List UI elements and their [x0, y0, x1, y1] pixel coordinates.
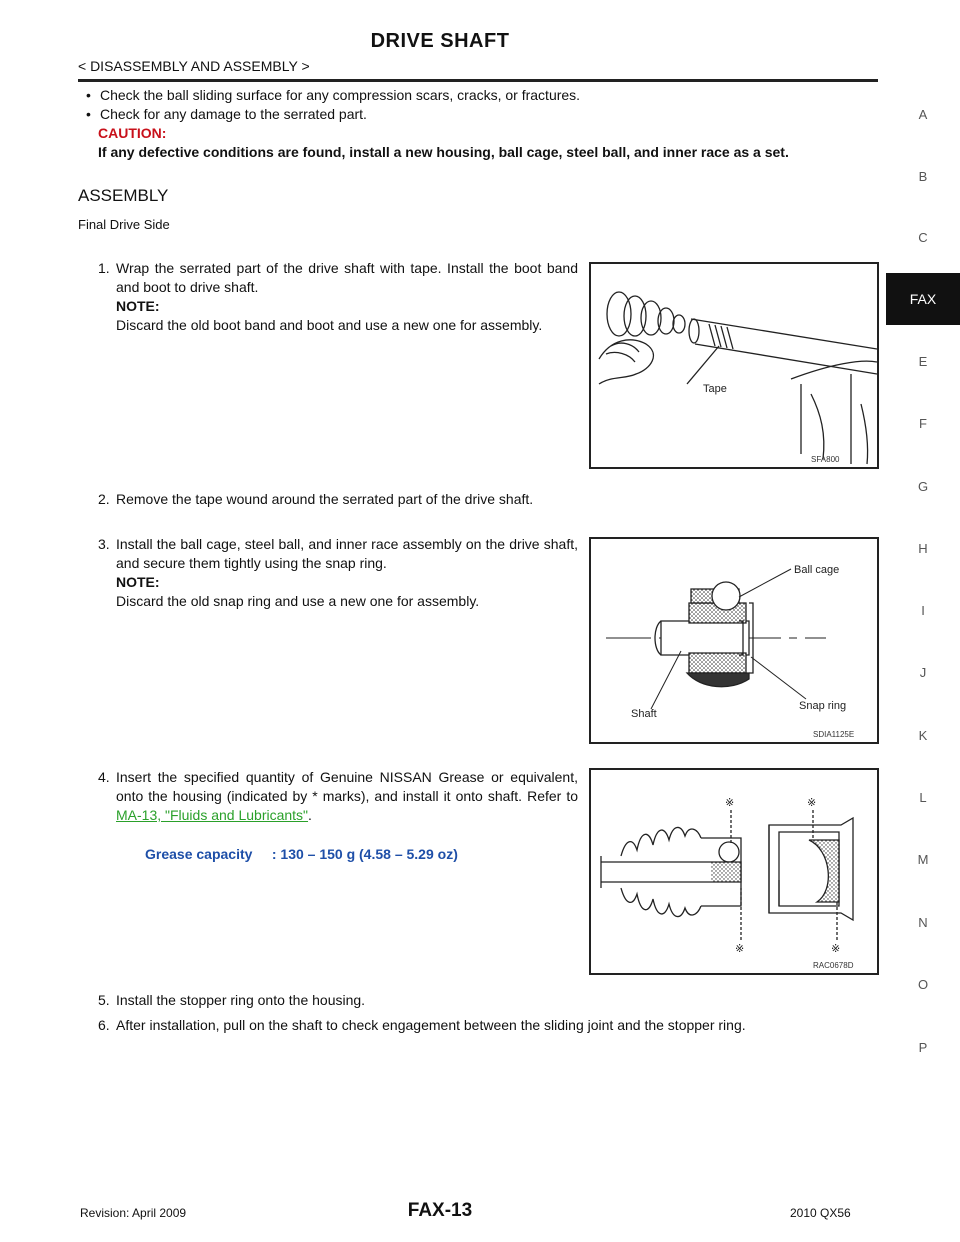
section-tab-h[interactable]: H: [918, 541, 928, 556]
step-1: 1. Wrap the serrated part of the drive shaft with tape. Install the boot band and boot to drive shaft. NOTE: Discard the old boot band and boot and use a new one for assembly.: [98, 260, 578, 333]
grease-mark: ※: [807, 796, 817, 809]
bullet-item: • Check for any damage to the serrated part.: [86, 106, 367, 122]
section-tab-p[interactable]: P: [918, 1040, 928, 1055]
final-drive-side-subheading: Final Drive Side: [78, 217, 170, 232]
inspection-bullets: [86, 86, 881, 162]
header-divider: [78, 79, 878, 82]
grease-capacity-spec: Grease capacity : 130 – 150 g (4.58 – 5.29 oz): [145, 846, 458, 862]
caution-text: If any defective conditions are found, install a new housing, ball cage, steel ball, and inner race as a set.: [98, 144, 789, 160]
grease-mark: ※: [831, 942, 841, 955]
snap-ring-label: Snap ring: [799, 700, 847, 712]
page-title: DRIVE SHAFT: [370, 30, 510, 52]
fluids-lubricants-link[interactable]: MA-13, "Fluids and Lubricants": [116, 807, 309, 823]
step-4: 4. Insert the specified quantity of Genuine NISSAN Grease or equivalent, onto the housing (indicated by * marks), and install it onto shaft. Refer to MA-13, "Fluids and Lubricants".: [98, 769, 578, 823]
page-number: FAX-13: [407, 1200, 473, 1221]
section-tab-k[interactable]: K: [918, 728, 928, 743]
section-tab-b[interactable]: B: [918, 169, 928, 184]
step-6: 6. After installation, pull on the shaft to check engagement between the sliding joint and the stopper ring.: [98, 1017, 746, 1033]
section-tab-a[interactable]: A: [918, 107, 928, 122]
section-tab-c[interactable]: C: [918, 230, 928, 245]
boot-installation-illustration: [591, 264, 877, 467]
revision-date: Revision: April 2009: [80, 1206, 187, 1220]
section-tab-e[interactable]: E: [918, 354, 928, 369]
section-tab-m[interactable]: M: [917, 852, 929, 867]
grease-mark: ※: [735, 942, 745, 955]
section-tab-l[interactable]: L: [919, 790, 927, 805]
ball-cage-label: Ball cage: [794, 564, 840, 576]
figure-code: SFA800: [811, 455, 840, 464]
caution-label: CAUTION:: [98, 125, 167, 141]
bullet-item: • Check the ball sliding surface for any compression scars, cracks, or fractures.: [86, 87, 581, 103]
vehicle-model: 2010 QX56: [790, 1206, 851, 1220]
step-5: 5. Install the stopper ring onto the housing.: [98, 992, 366, 1008]
section-path: < DISASSEMBLY AND ASSEMBLY >: [78, 58, 310, 74]
figure-grease-application: [589, 768, 879, 975]
shaft-label: Shaft: [631, 708, 657, 720]
section-tab-fax-active[interactable]: FAX: [886, 273, 960, 325]
figure-code: RAC0678D: [813, 961, 854, 970]
section-tab-o[interactable]: O: [917, 977, 929, 992]
step-3: 3. Install the ball cage, steel ball, and inner race assembly on the drive shaft, and secure them tightly using the snap ring. NOTE: Discard the old snap ring and use a new one for assembly.: [98, 536, 578, 609]
snap-ring-illustration: [591, 539, 877, 742]
section-tab-i[interactable]: I: [921, 603, 925, 618]
section-tab-f[interactable]: F: [919, 416, 927, 431]
section-tab-j[interactable]: J: [919, 665, 927, 680]
figure-boot-installation: [589, 262, 879, 469]
tape-label: Tape: [703, 383, 727, 395]
section-tab-g[interactable]: G: [917, 479, 929, 494]
section-tab-n[interactable]: N: [918, 915, 928, 930]
figure-snap-ring-installation: [589, 537, 879, 744]
step-2: 2. Remove the tape wound around the serrated part of the drive shaft.: [98, 491, 534, 507]
grease-mark: ※: [725, 796, 735, 809]
grease-application-illustration: [591, 770, 877, 973]
assembly-heading: ASSEMBLY: [78, 186, 169, 205]
figure-code: SDIA1125E: [813, 730, 855, 739]
